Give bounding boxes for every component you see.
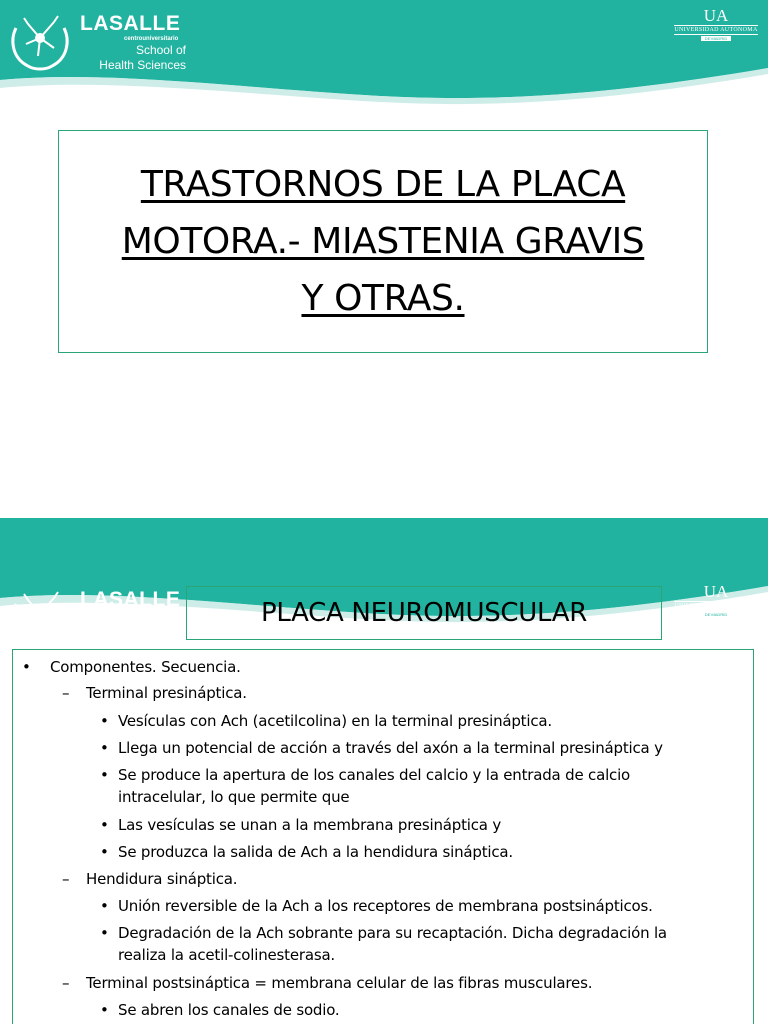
list-item xyxy=(100,924,667,942)
list-item-continuation: realiza la acetil-colinesterasa. xyxy=(118,946,336,964)
brand-subtitle: centrouniversitario xyxy=(124,612,179,618)
school-line1: School of xyxy=(135,43,186,57)
content-slide xyxy=(0,518,768,1024)
list-item-text: Terminal postsináptica = membrana celular de las fibras musculares. xyxy=(86,974,593,992)
list-item-text: Llega un potencial de acción a través del axón a la terminal presináptica y xyxy=(118,739,663,757)
slide-separator xyxy=(0,500,768,518)
list-item-text: Se abren los canales de sodio. xyxy=(118,1001,340,1019)
uam-logo xyxy=(670,6,762,41)
hands-neuron-icon xyxy=(8,10,72,72)
list-item-continuation: intracelular, lo que permite que xyxy=(118,788,350,806)
uam-city: DE MADRID xyxy=(701,36,731,41)
list-item xyxy=(100,712,552,730)
list-item-text: Unión reversible de la Ach a los receptores de membrana postsinápticos. xyxy=(118,897,653,915)
title-slide xyxy=(0,0,768,500)
uam-city: DE MADRID xyxy=(701,612,731,617)
list-item xyxy=(100,897,653,915)
list-item-text: Degradación de la Ach sobrante para su recaptación. Dicha degradación la xyxy=(118,924,667,942)
list-item xyxy=(22,658,241,676)
bullet-marker: • xyxy=(100,739,109,757)
content-box xyxy=(12,649,754,1024)
uam-name: UNIVERSIDAD AUTÓNOMA xyxy=(674,27,758,33)
school-line1: School of xyxy=(135,619,186,633)
bullet-marker: • xyxy=(100,816,109,834)
list-item xyxy=(100,766,631,784)
list-item xyxy=(62,870,238,888)
slide-title xyxy=(122,156,645,327)
lasalle-logo xyxy=(8,586,188,648)
title-box xyxy=(58,130,708,353)
list-item-text: Vesículas con Ach (acetilcolina) en la terminal presináptica. xyxy=(118,712,552,730)
list-item-text: Se produzca la salida de Ach a la hendidura sináptica. xyxy=(118,843,513,861)
title-line: Y OTRAS. xyxy=(301,278,465,319)
bullet-marker: • xyxy=(22,658,31,676)
bullet-marker: • xyxy=(100,712,109,730)
school-line2: Health Sciences xyxy=(99,634,186,648)
bullet-marker: • xyxy=(100,897,109,915)
title-line: TRASTORNOS DE LA PLACA xyxy=(140,164,626,205)
hands-neuron-icon xyxy=(8,586,72,648)
list-item xyxy=(100,1001,340,1019)
school-line2: Health Sciences xyxy=(99,58,186,72)
bullet-marker: • xyxy=(100,766,109,784)
list-item xyxy=(62,684,247,702)
uam-mark: UA xyxy=(703,6,729,25)
brand-name: LASALLE xyxy=(80,12,181,35)
slide-heading: PLACA NEUROMUSCULAR xyxy=(260,598,588,628)
heading-box xyxy=(186,586,662,640)
brand-name: LASALLE xyxy=(80,588,181,611)
bullet-marker: • xyxy=(100,924,109,942)
list-item-text: Componentes. Secuencia. xyxy=(50,658,241,676)
list-item-text: Las vesículas se unan a la membrana presináptica y xyxy=(118,816,502,834)
uam-logo xyxy=(670,582,762,617)
uam-mark: UA xyxy=(703,582,729,601)
title-line: MOTORA.- MIASTENIA GRAVIS xyxy=(121,221,645,262)
list-item xyxy=(100,843,513,861)
list-item xyxy=(100,816,502,834)
list-item xyxy=(100,739,663,757)
list-item-text: Hendidura sináptica. xyxy=(86,870,238,888)
list-item xyxy=(62,974,593,992)
uam-name: UNIVERSIDAD AUTÓNOMA xyxy=(674,603,758,609)
dash-marker: – xyxy=(62,684,70,702)
dash-marker: – xyxy=(62,870,70,888)
list-item-text: Se produce la apertura de los canales del calcio y la entrada de calcio xyxy=(118,766,631,784)
bullet-marker: • xyxy=(100,843,109,861)
list-item-text: Terminal presináptica. xyxy=(86,684,247,702)
dash-marker: – xyxy=(62,974,70,992)
bullet-marker: • xyxy=(100,1001,109,1019)
lasalle-logo xyxy=(8,10,188,72)
brand-subtitle: centrouniversitario xyxy=(124,36,179,42)
